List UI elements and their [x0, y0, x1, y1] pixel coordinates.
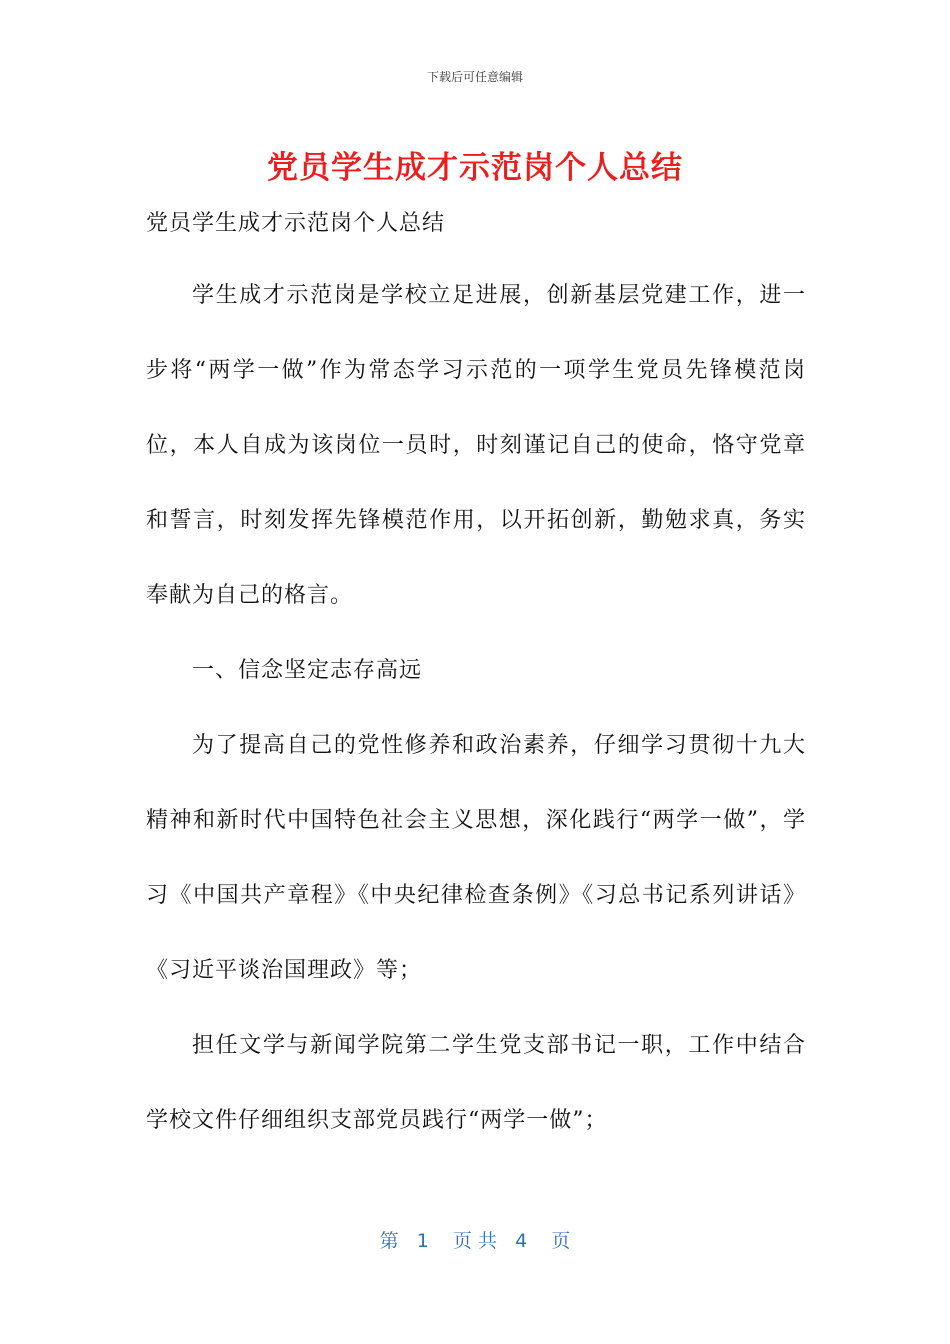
section-heading-1: 一、信念坚定志存高远	[192, 658, 423, 683]
document-subtitle: 党员学生成才示范岗个人总结	[146, 211, 446, 236]
paragraph-intro: 学生成才示范岗是学校立足进展，创新基层党建工作，进一步将“两学一做”作为常态学习示范的一项学生党员先锋模范岗位，本人自成为该岗位一员时，时刻谨记自己的使命，恪守党章和誓言，时刻发挥先锋模范作用，以开拓创新，勤勉求真，务实奉献为自己的格言。	[146, 283, 806, 608]
header-note: 下载后可任意编辑	[426, 70, 523, 84]
document-title: 党员学生成才示范岗个人总结	[267, 150, 683, 186]
paragraph-branch: 担任文学与新闻学院第二学生党支部书记一职，工作中结合学校文件仔细组织支部党员践行“两学一做”；	[146, 1033, 806, 1133]
paragraph-study: 为了提高自己的党性修养和政治素养，仔细学习贯彻十九大精神和新时代中国特色社会主义思想，深化践行“两学一做”，学习《中国共产章程》《中央纪律检查条例》《习总书记系列讲话》《习近平谈治国理政》等；	[146, 733, 806, 983]
document-body	[146, 258, 806, 1158]
page-number: 第 1 页 共 4 页	[379, 1230, 571, 1252]
